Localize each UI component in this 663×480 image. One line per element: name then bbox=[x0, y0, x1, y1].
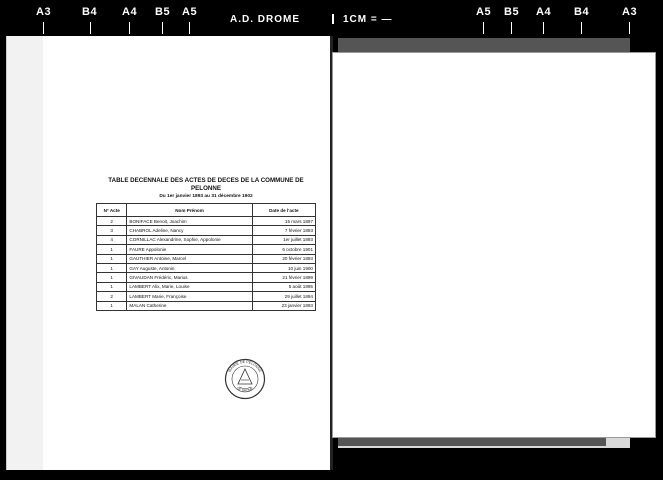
cell-num: 1 bbox=[97, 263, 127, 272]
ruler-tick bbox=[162, 22, 163, 34]
ruler-tick bbox=[43, 22, 44, 34]
table-row bbox=[97, 263, 316, 272]
cell-name: GAUTHIER Antoine, Marcel bbox=[127, 254, 252, 263]
ruler-tick bbox=[90, 22, 91, 34]
cell-name: CHABROL Adeline, Nancy bbox=[127, 226, 252, 235]
cell-date: 23 janvier 1893 bbox=[252, 301, 315, 310]
table-row bbox=[97, 235, 316, 244]
svg-text:MAIRIE DE PELONNE bbox=[228, 360, 263, 374]
ruler-tick bbox=[629, 22, 630, 34]
mairie-stamp bbox=[224, 358, 266, 400]
ruler-label-a4-right: A4 bbox=[536, 6, 552, 18]
cell-date: 20 février 1893 bbox=[252, 254, 315, 263]
table-row bbox=[97, 301, 316, 310]
table-row bbox=[97, 273, 316, 282]
cell-date: 1er juillet 1893 bbox=[252, 235, 315, 244]
ruler-label-a3-left: A3 bbox=[36, 6, 52, 18]
table-row bbox=[97, 254, 316, 263]
right-page-blank bbox=[332, 52, 656, 438]
ruler-label-a4-left: A4 bbox=[122, 6, 138, 18]
cell-date: 29 juillet 1894 bbox=[252, 292, 315, 301]
cell-name: GAY Auguste, Antonin bbox=[127, 263, 252, 272]
cell-name: CORNILLAC Alexandrine, Sophie, Appolonie bbox=[127, 235, 252, 244]
cell-num: 1 bbox=[97, 273, 127, 282]
cell-name: FAURE Appolonie bbox=[127, 245, 252, 254]
ruler-label-b4-left: B4 bbox=[82, 6, 98, 18]
ruler-label-b5-left: B5 bbox=[155, 6, 171, 18]
cell-name: LAMBERT Marie, Françoise bbox=[127, 292, 252, 301]
cell-num: 1 bbox=[97, 254, 127, 263]
ruler-label-a3-right: A3 bbox=[622, 6, 638, 18]
cell-name: LAMBERT Alix, Marie, Louise bbox=[127, 282, 252, 291]
cell-name: BONIFACE Benoit, Joachim bbox=[127, 217, 252, 226]
cell-date: 6 octobre 1901 bbox=[252, 245, 315, 254]
archive-label: A.D. DROME bbox=[230, 14, 300, 25]
table-row bbox=[97, 245, 316, 254]
cell-num: 4 bbox=[97, 235, 127, 244]
ruler-tick bbox=[129, 22, 130, 34]
ruler-tick bbox=[511, 22, 512, 34]
header-num: N° Acte bbox=[97, 204, 127, 217]
ruler-tick bbox=[543, 22, 544, 34]
ruler-label-a5-left: A5 bbox=[182, 6, 198, 18]
title-line-1: TABLE DECENNALE DES ACTES DE DECES DE LA COMMUNE DE bbox=[108, 177, 304, 184]
ruler-header bbox=[0, 0, 663, 34]
scale-bar bbox=[332, 14, 334, 24]
table-row bbox=[97, 292, 316, 301]
table-body bbox=[97, 217, 316, 311]
table-row bbox=[97, 217, 316, 226]
document-title bbox=[88, 177, 324, 200]
cell-num: 3 bbox=[97, 226, 127, 235]
header-date: Date de l'acte bbox=[252, 204, 315, 217]
cell-num: 1 bbox=[97, 301, 127, 310]
cell-date: 5 août 1895 bbox=[252, 282, 315, 291]
cell-date: 21 février 1899 bbox=[252, 273, 315, 282]
table-row bbox=[97, 226, 316, 235]
cell-date: 10 juin 1900 bbox=[252, 263, 315, 272]
death-register-table bbox=[96, 203, 316, 311]
ruler-tick bbox=[189, 22, 190, 34]
ruler-label-a5-right: A5 bbox=[476, 6, 492, 18]
cell-num: 2 bbox=[97, 292, 127, 301]
table-header-row bbox=[97, 204, 316, 217]
stamp-bottom-text: DE DROME bbox=[235, 386, 255, 393]
document-subtitle: Du 1er janvier 1893 au 31 décembre 1902 bbox=[159, 194, 253, 199]
cell-num: 1 bbox=[97, 245, 127, 254]
cell-date: 15 mars 1897 bbox=[252, 217, 315, 226]
title-line-2: PELONNE bbox=[191, 185, 221, 192]
stamp-top-text: MAIRIE DE PELONNE bbox=[227, 359, 263, 373]
cell-name: GIVAUDAN Frédéric, Marius bbox=[127, 273, 252, 282]
scale-label: 1CM = — bbox=[343, 14, 393, 25]
cell-num: 1 bbox=[97, 282, 127, 291]
table-row bbox=[97, 282, 316, 291]
ruler-tick bbox=[581, 22, 582, 34]
header-name: Nom Prénom bbox=[127, 204, 252, 217]
ruler-tick bbox=[483, 22, 484, 34]
svg-text:DE DROME bbox=[236, 386, 255, 393]
left-page-shadow bbox=[7, 36, 43, 470]
ruler-label-b4-right: B4 bbox=[574, 6, 590, 18]
cell-num: 2 bbox=[97, 217, 127, 226]
ruler-label-b5-right: B5 bbox=[504, 6, 520, 18]
cell-name: MALAN Catherine bbox=[127, 301, 252, 310]
cell-date: 7 février 1893 bbox=[252, 226, 315, 235]
